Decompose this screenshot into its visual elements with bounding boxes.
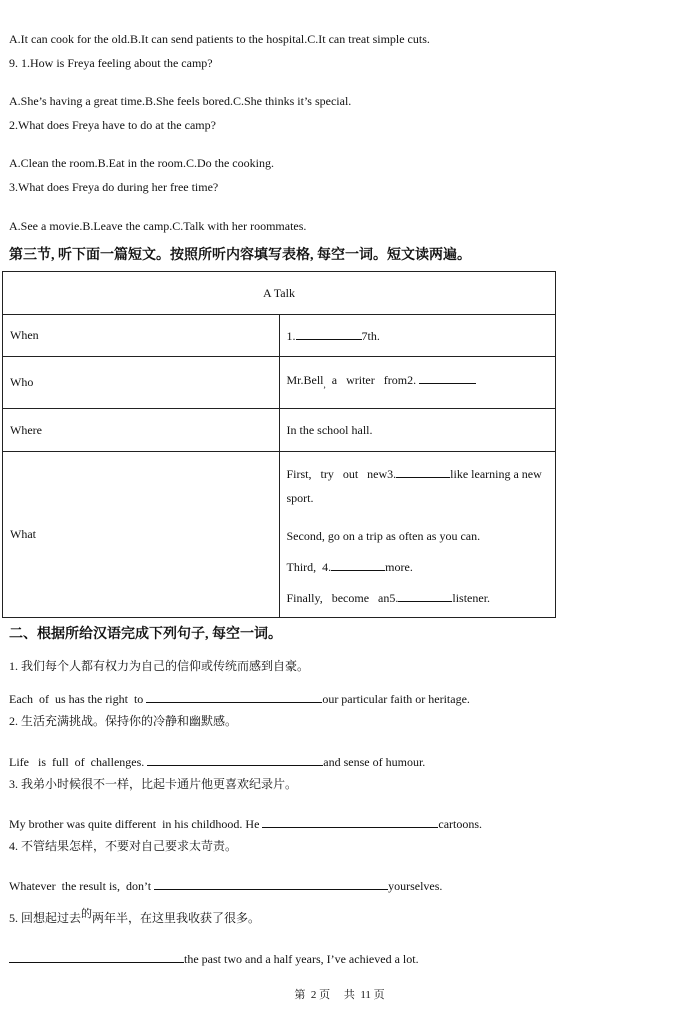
item5-cn-sup: 的 — [81, 908, 93, 920]
q1-options: A.She’s having a great time.B.She feels bored.C.She thinks it’s special. — [9, 94, 352, 108]
value-who — [279, 357, 556, 409]
blank-4[interactable] — [331, 558, 385, 571]
item2-en-before: Life is full of challenges. — [9, 755, 148, 769]
table-row-where — [3, 409, 556, 452]
item5-cn-before: 5. 回想起过去 — [9, 911, 82, 925]
who-comma: , — [323, 379, 326, 390]
item1-en-before: Each of us has the right to — [9, 692, 147, 706]
what-line1-after: like learning a new — [450, 466, 542, 481]
item4-en — [9, 877, 442, 894]
item4-blank[interactable] — [154, 877, 388, 890]
value-where: In the school hall. — [279, 409, 556, 452]
label-what: What — [3, 452, 280, 618]
part2-heading: 二、根据所给汉语完成下列句子, 每空一词。 — [9, 627, 282, 642]
what-line1-before: First, try out new3. — [286, 466, 397, 481]
item5-blank[interactable] — [9, 950, 184, 963]
item2-blank[interactable] — [147, 753, 323, 766]
table-row-when — [3, 315, 556, 357]
q8-options: A.It can cook for the old.B.It can send patients to the hospital.C.It can treat simple cuts. — [9, 32, 430, 46]
item3-blank[interactable] — [262, 815, 438, 828]
item3-en-before: My brother was quite different in his childhood. He — [9, 817, 263, 831]
item3-en — [9, 815, 482, 832]
when-after: 7th. — [361, 329, 380, 343]
section3-heading: 第三节, 听下面一篇短文。按照所听内容填写表格, 每空一词。短文读两遍。 — [9, 248, 471, 263]
table-title-row — [3, 272, 556, 315]
label-where: Where — [3, 409, 280, 452]
blank-2[interactable] — [419, 371, 476, 384]
item1-en — [9, 690, 470, 707]
what-line3-after: more. — [385, 559, 413, 574]
what-line4-after: listener. — [452, 590, 491, 605]
blank-5[interactable] — [398, 589, 452, 602]
value-what — [279, 452, 556, 618]
what-line1 — [287, 462, 549, 486]
q2-question: 2.What does Freya have to do at the camp? — [9, 118, 216, 132]
table-row-who — [3, 357, 556, 409]
item2-en — [9, 753, 425, 770]
blank1-number: 1. — [286, 329, 296, 343]
label-when: When — [3, 315, 280, 357]
who-before: Mr.Bell — [286, 373, 324, 387]
page-footer: 第 2 页 共 11 页 — [294, 989, 385, 1001]
value-when — [279, 315, 556, 357]
item5-en-after: the past two and a half years, I’ve achieved a lot. — [184, 952, 419, 966]
item3-en-after: cartoons. — [438, 817, 483, 831]
q3-question: 3.What does Freya do during her free time? — [9, 180, 219, 194]
item5-en — [9, 950, 419, 967]
item4-en-after: yourselves. — [388, 879, 443, 893]
table-title: A Talk — [3, 272, 556, 315]
item4-en-before: Whatever the result is, don’t — [9, 879, 155, 893]
item5-cn — [9, 906, 260, 926]
item2-cn: 2. 生活充满挑战。保持你的冷静和幽默感。 — [9, 714, 238, 728]
item2-en-after: and sense of humour. — [323, 755, 426, 769]
what-line3 — [287, 555, 549, 579]
table-row-what — [3, 452, 556, 618]
what-line2: Second, go on a trip as often as you can. — [286, 528, 481, 543]
item1-en-after: our particular faith or heritage. — [322, 692, 470, 706]
what-line4 — [287, 586, 549, 610]
q9-header: 9. 1.How is Freya feeling about the camp? — [9, 56, 213, 70]
item1-blank[interactable] — [146, 690, 322, 703]
label-who: Who — [3, 357, 280, 409]
q3-options: A.See a movie.B.Leave the camp.C.Talk with her roommates. — [9, 219, 307, 233]
what-line3-before: Third, 4. — [286, 559, 332, 574]
blank-3[interactable] — [396, 465, 450, 478]
item3-cn: 3. 我弟小时候很不一样，比起卡通片他更喜欢纪录片。 — [9, 777, 298, 791]
item5-cn-after: 两年半，在这里我收获了很多。 — [92, 911, 261, 925]
q2-options: A.Clean the room.B.Eat in the room.C.Do the cooking. — [9, 156, 274, 170]
blank-1[interactable] — [296, 327, 362, 340]
what-line1-cont: sport. — [286, 490, 314, 505]
talk-table — [2, 271, 556, 618]
what-line4-before: Finally, become an5. — [286, 590, 399, 605]
who-middle: a writer from2. — [325, 373, 420, 387]
item1-cn: 1. 我们每个人都有权力为自己的信仰或传统而感到自豪。 — [9, 659, 310, 673]
item4-cn: 4. 不管结果怎样，不要对自己要求太苛责。 — [9, 839, 238, 853]
